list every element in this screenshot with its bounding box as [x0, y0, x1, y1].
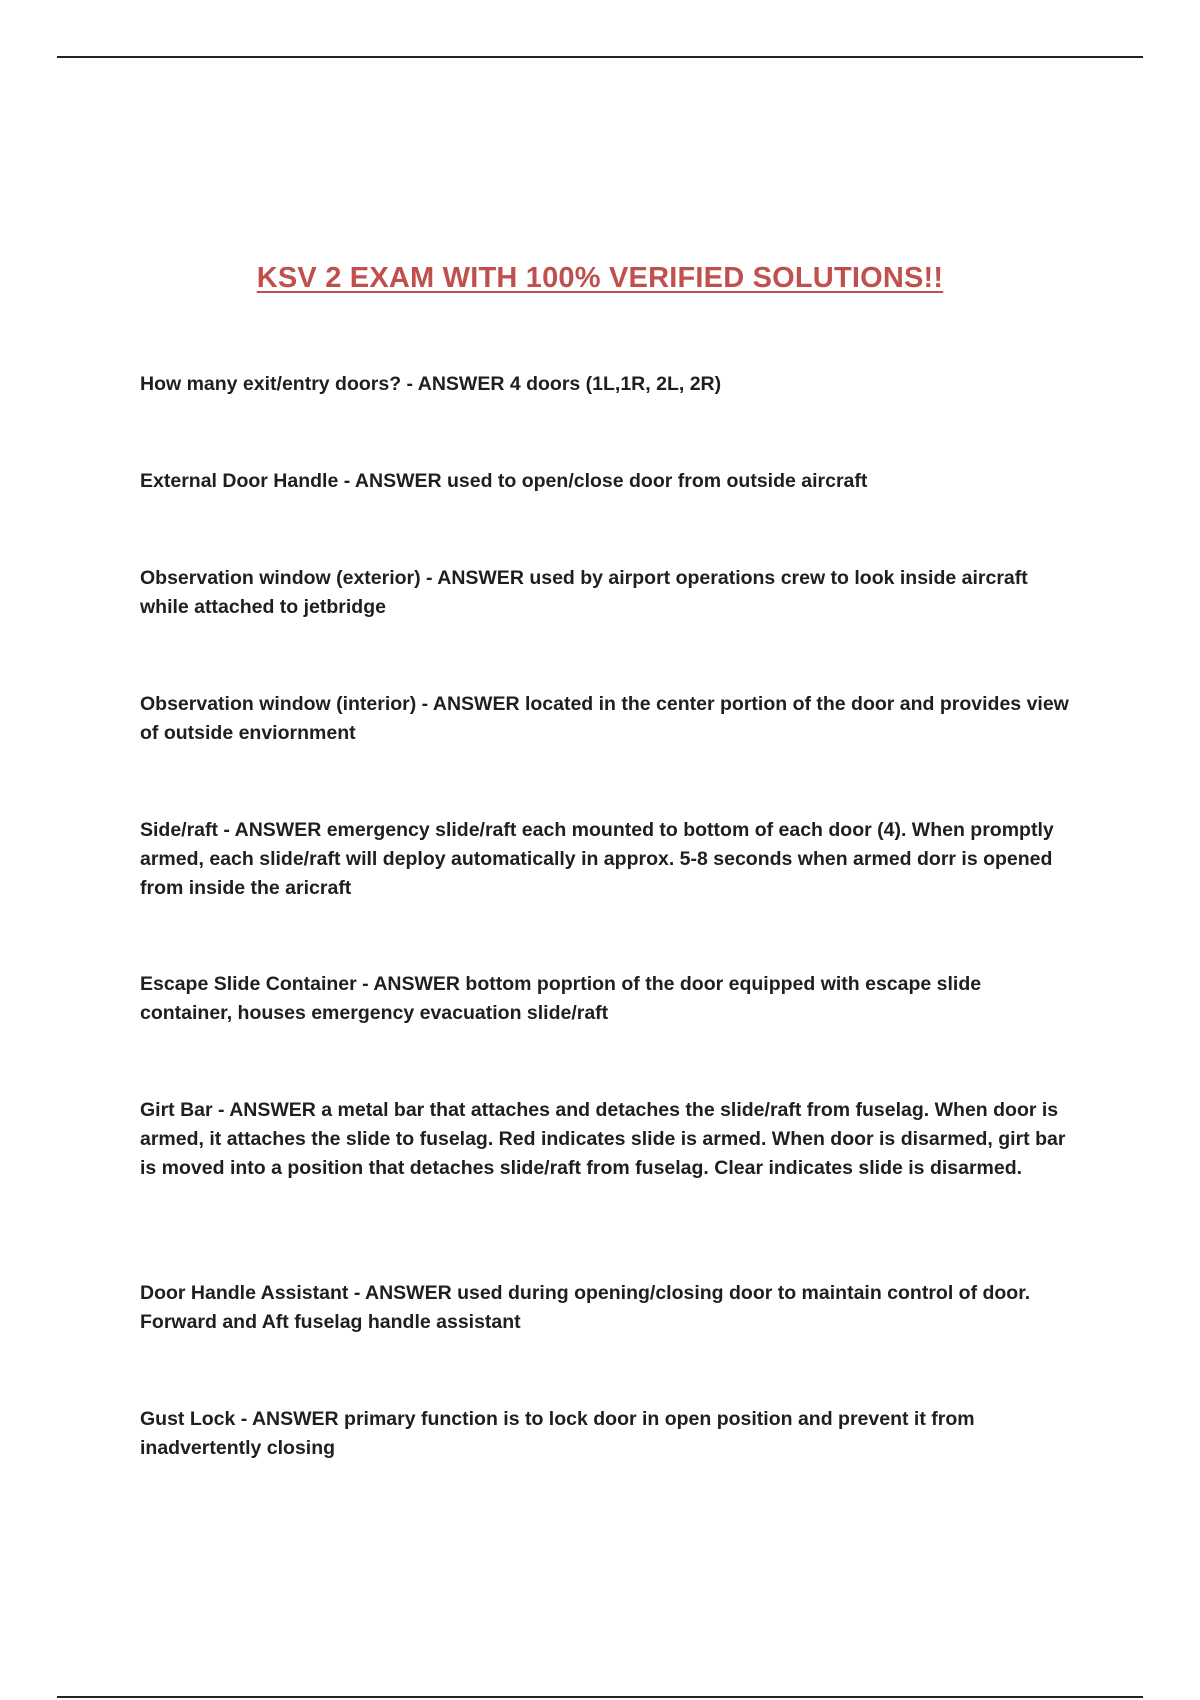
qa-item-observation-window-interior: Observation window (interior) - ANSWER located in the center portion of the door and provides view of outside enviornment — [140, 693, 1069, 744]
qa-item-gust-lock: Gust Lock - ANSWER primary function is to lock door in open position and prevent it from inadvertently closing — [140, 1408, 975, 1459]
qa-item-girt-bar: Girt Bar - ANSWER a metal bar that attaches and detaches the slide/raft from fuselag. When door is armed, it attaches the slide to fuselag. Red indicates slide is armed. When door is disarmed, girt bar is moved into a position that detaches slide/raft from fuselag. Clear indicates slide is disarmed. — [140, 1099, 1066, 1179]
document-title: KSV 2 EXAM WITH 100% VERIFIED SOLUTIONS!! — [256, 262, 944, 294]
qa-item-external-door-handle: External Door Handle - ANSWER used to open/close door from outside aircraft — [140, 470, 868, 492]
qa-item-escape-slide-container: Escape Slide Container - ANSWER bottom poprtion of the door equipped with escape slide container, houses emergency evacuation slide/raft — [140, 973, 982, 1024]
header-rule — [57, 56, 1143, 58]
qa-item-slide-raft: Side/raft - ANSWER emergency slide/raft each mounted to bottom of each door (4). When promptly armed, each slide/raft will deploy automatically in approx. 5-8 seconds when armed dorr is opened from inside the aricraft — [140, 819, 1054, 899]
qa-item-exit-doors: How many exit/entry doors? - ANSWER 4 doors (1L,1R, 2L, 2R) — [140, 373, 722, 395]
qa-item-door-handle-assistant: Door Handle Assistant - ANSWER used during opening/closing door to maintain control of door. Forward and Aft fuselag handle assistant — [140, 1282, 1031, 1333]
footer-rule — [57, 1696, 1143, 1698]
qa-item-observation-window-exterior: Observation window (exterior) - ANSWER used by airport operations crew to look inside aircraft while attached to jetbridge — [140, 567, 1028, 618]
